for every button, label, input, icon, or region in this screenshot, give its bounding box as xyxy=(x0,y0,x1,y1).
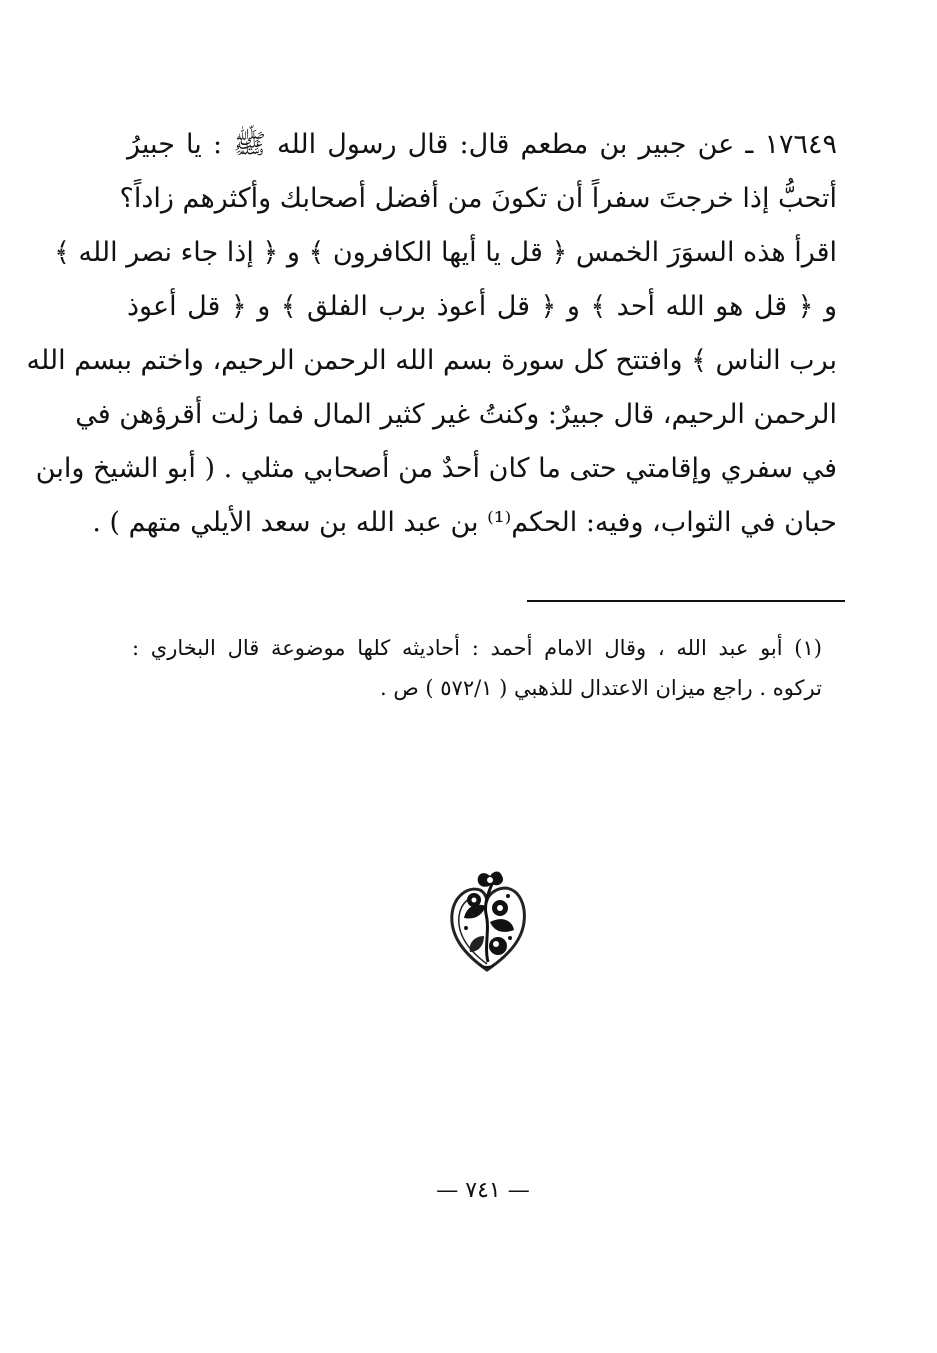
hadith-line: أتحبُّ إذا خرجتَ سفراً أن تكونَ من أفضل أصحابك وأكثرهم زاداً؟ xyxy=(119,183,837,214)
footnote-line: (١) أبو عبد الله ، وقال الامام أحمد : أحاديثه كلها موضوعة قال البخاري : xyxy=(132,636,822,660)
hadith-text xyxy=(26,118,837,550)
footnote xyxy=(132,628,822,708)
hadith-line: الرحمن الرحيم، قال جبيرٌ: وكنتُ غير كثير المال فما زلت أقرؤهن في xyxy=(75,399,837,430)
hadith-line: اقرأ هذه السوَرَ الخمس ﴿ قل يا أيها الكافرون ﴾ و ﴿ إذا جاء نصر الله ﴾ xyxy=(54,237,837,268)
hadith-line: برب الناس ﴾ وافتتح كل سورة بسم الله الرحمن الرحيم، واختم ببسم الله xyxy=(26,345,837,376)
hadith-line: و ﴿ قل هو الله أحد ﴾ و ﴿ قل أعوذ برب الفلق ﴾ و ﴿ قل أعوذ xyxy=(127,291,837,322)
hadith-line: ١٧٦٤٩ ـ عن جبير بن مطعم قال: قال رسول الله ﷺ : يا جبيرُ xyxy=(127,129,837,160)
footnote-divider xyxy=(527,600,845,602)
page-number: — ٧٤١ — xyxy=(436,1178,530,1203)
hadith-line: حبان في الثواب، وفيه: الحكم⁽¹⁾ بن عبد الله بن سعد الأيلي متهم ) . xyxy=(92,507,837,538)
floral-vignette-icon xyxy=(444,866,530,976)
footnote-line: تركوه . راجع ميزان الاعتدال للذهبي ( ٥٧٢/١ ) ص . xyxy=(379,676,822,700)
hadith-line: في سفري وإقامتي حتى ما كان أحدٌ من أصحابي مثلي . ( أبو الشيخ وابن xyxy=(35,453,837,484)
